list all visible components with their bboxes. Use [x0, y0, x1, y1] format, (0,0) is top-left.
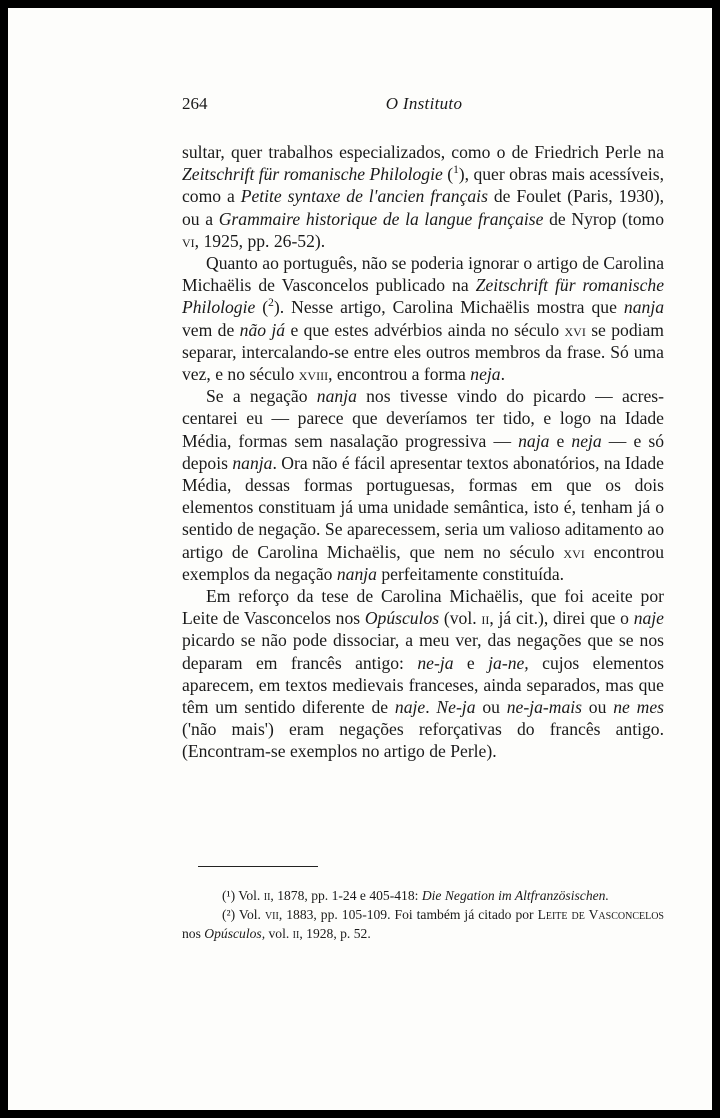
text-run: de Nyrop (tomo [543, 208, 664, 229]
text-run: vem de [182, 319, 240, 340]
text-run: cujos elementos aparecem, em textos medievais franceses, ainda separados, mas que têm um sentido diferente de [182, 652, 665, 718]
footnote-marker: (¹) [222, 888, 236, 903]
roman-numeral: ii [263, 888, 271, 903]
footnote-divider [198, 866, 318, 867]
roman-numeral: vi [182, 230, 195, 251]
italic-word: Ne-ja [436, 697, 476, 718]
text-run: vol. [265, 926, 293, 941]
paragraph-2 [182, 252, 664, 385]
italic-title: Petite syntaxe de l'ancien français [240, 186, 488, 207]
text-run: Em reforço da tese de Carolina Michaëlis, que foi aceite por Leite de Vasconcelos nos [182, 586, 664, 629]
italic-title: Zeitschrift für romanische Philologie [182, 275, 664, 318]
page-number: 264 [182, 94, 208, 113]
text-run: de Foulet (Paris, 1930), ou a [182, 186, 664, 229]
italic-title: Grammaire historique de la langue française [218, 208, 544, 229]
text-run: ). Nesse artigo, Carolina Michaëlis mostra que [273, 297, 624, 318]
italic-word: nanja [232, 452, 273, 473]
paragraph-3 [182, 385, 664, 585]
italic-word: nanja [316, 386, 357, 407]
page-header [182, 94, 666, 116]
running-title: O Instituto [385, 94, 463, 113]
roman-numeral: xvi [563, 541, 585, 562]
italic-word: naje [633, 608, 664, 629]
roman-numeral: xvi [564, 319, 586, 340]
author-name: Leite de Vasconcelos [537, 907, 664, 922]
footnote-marker: (²) [222, 907, 236, 922]
text-run: ( [255, 297, 269, 318]
footnote-1 [182, 886, 664, 905]
roman-numeral: ii [292, 926, 300, 941]
text-run: (vol. [439, 608, 482, 629]
italic-title: Zeitschrift für romanische Philologie [182, 164, 443, 185]
italic-title: Die Negation im Altfranzösischen. [421, 888, 609, 903]
italic-word: neja [571, 430, 602, 451]
italic-word: ja-ne, [488, 652, 529, 673]
text-run: , já cit.), direi que o [489, 608, 634, 629]
italic-word: ne mes [613, 697, 665, 718]
text-run: Vol. [235, 888, 264, 903]
footnote-2 [182, 905, 664, 943]
roman-numeral: vii [264, 907, 279, 922]
text-run: nos tivesse vindo do picardo — acrescentarei eu — parece que deveríamos ter tido, e logo na Idade Média, formas sem nasalação progressiva — [182, 386, 664, 451]
italic-word: nanja [623, 297, 664, 318]
text-run: . [425, 697, 437, 718]
text-run: ou [475, 697, 507, 718]
italic-word: nanja [336, 563, 377, 584]
text-run: picardo se não pode dissociar, a meu ver, das negações que se nos deparam em francês antigo: [182, 630, 664, 673]
text-run: , 1883, pp. 105-109. Foi também já citado por [278, 907, 538, 922]
text-run: . [500, 364, 505, 385]
text-run: nos [182, 926, 205, 941]
text-run: , encontrou a forma [328, 364, 471, 385]
text-run: se podiam separar, intercalando-se entre eles outros membros da frase. Só uma vez, e no século [182, 319, 664, 385]
text-run: e [549, 430, 572, 451]
italic-word: ne-ja-mais [506, 697, 582, 718]
italic-word: ne-ja [417, 652, 454, 673]
text-run: ), quer obras mais acessíveis, como a [182, 164, 665, 207]
paragraph-4 [182, 585, 664, 763]
paragraph-1 [182, 141, 664, 252]
italic-word: não já [239, 319, 286, 340]
text-run: sultar, quer trabalhos especializados, como o de Friedrich Perle na [182, 142, 664, 162]
roman-numeral: ii [481, 608, 490, 629]
text-run: Quanto ao português, não se poderia ignorar o artigo de Carolina Michaëlis de Vasconcelos publicado na [182, 253, 664, 296]
text-run: , 1878, pp. 1-24 e 405-418: [270, 888, 422, 903]
main-text [182, 141, 664, 763]
text-run: perfeitamente constituída. [376, 563, 565, 584]
italic-word: naja [518, 430, 550, 451]
text-run: e que estes advérbios ainda no século [285, 319, 565, 340]
text-run: ('não mais') eram negações reforçativas do francês antigo. (Encontram-se exemplos no artigo de Perle). [182, 719, 664, 762]
book-page [8, 8, 712, 1110]
text-run: — e só depois [182, 430, 664, 473]
text-run: e [453, 652, 489, 673]
footnotes [182, 886, 664, 943]
footnote-ref-1[interactable]: 1 [453, 164, 459, 177]
text-run: ( [442, 164, 454, 185]
text-run: , 1928, p. 52. [299, 926, 371, 941]
italic-word: naje [394, 697, 426, 718]
text-run: ou [581, 697, 614, 718]
text-run: . Ora não é fácil apresentar textos abonatórios, na Idade Média, dessas formas portuguesas, formas em que os dois elementos constituam já uma unidade semântica, isto é, tenham já o sentido de negação. Se aparecessem, seria um valioso aditamento ao artigo de Carolina Michaëlis, que nem no século [182, 452, 664, 562]
italic-word: neja [470, 364, 501, 385]
roman-numeral: xviii [298, 364, 329, 385]
footnote-ref-2[interactable]: 2 [268, 297, 274, 310]
italic-title: Opúsculos, [204, 926, 266, 941]
text-run: , 1925, pp. 26-52). [194, 230, 326, 251]
italic-title: Opúsculos [364, 608, 440, 629]
text-run: Se a negação [206, 386, 317, 407]
text-run: encontrou exemplos da negação [182, 541, 664, 584]
text-run: Vol. [235, 907, 265, 922]
